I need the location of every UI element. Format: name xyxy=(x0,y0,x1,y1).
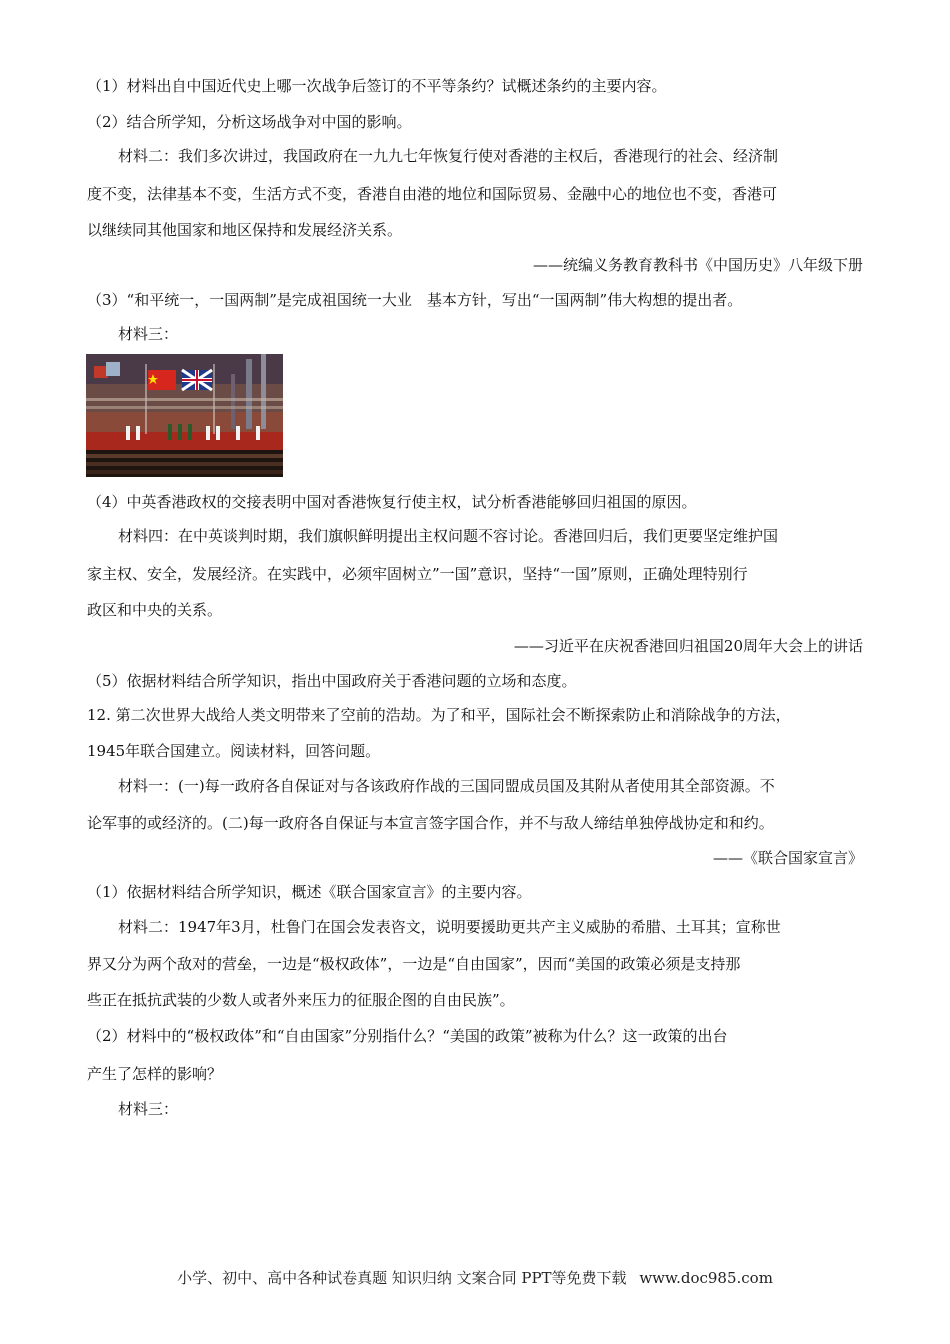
question-3-text: （3）“和平统一，一国两制”是完成祖国统一大业 基本方针，写出“一国两制”伟大构想的提出者。 xyxy=(87,291,743,309)
footer-link[interactable]: www.doc985.com xyxy=(639,1269,773,1287)
question-12-intro-line-2: 1945年联合国建立。阅读材料，回答问题。 xyxy=(87,742,381,760)
material-4-line-3: 政区和中央的关系。 xyxy=(87,601,223,619)
handover-ceremony-photo xyxy=(86,354,283,477)
question-5-text: （5）依据材料结合所学知识，指出中国政府关于香港问题的立场和态度。 xyxy=(87,672,577,690)
q12-question-1-text: （1）依据材料结合所学知识，概述《联合国家宣言》的主要内容。 xyxy=(87,883,532,901)
material-2-line-3: 以继续同其他国家和地区保持和发展经济关系。 xyxy=(87,221,403,239)
material-2-source: ——统编义务教育教科书《中国历史》八年级下册 xyxy=(532,256,863,274)
page-footer xyxy=(0,1268,950,1288)
question-4-text: （4）中英香港政权的交接表明中国对香港恢复行使主权，试分析香港能够回归祖国的原因。 xyxy=(87,493,697,511)
material-2-line-2: 度不变，法律基本不变，生活方式不变，香港自由港的地位和国际贸易、金融中心的地位也不变，香港可 xyxy=(87,185,778,203)
material-2-line-1: 材料二：我们多次讲过，我国政府在一九九七年恢复行使对香港的主权后，香港现行的社会、经济制 xyxy=(118,147,779,165)
material-4-source: ——习近平在庆祝香港回归祖国20周年大会上的讲话 xyxy=(513,637,863,655)
material-3-label: 材料三： xyxy=(118,325,179,343)
q12-material-3-label: 材料三： xyxy=(118,1100,179,1118)
q12-question-2-line-2: 产生了怎样的影响？ xyxy=(87,1065,223,1083)
question-1-text: （1）材料出自中国近代史上哪一次战争后签订的不平等条约？试概述条约的主要内容。 xyxy=(87,77,667,95)
footer-text: 小学、初中、高中各种试卷真题 知识归纳 文案合同 PPT等免费下载 xyxy=(177,1269,627,1287)
material-4-line-2: 家主权、安全，发展经济。在实践中，必须牢固树立”一国”意识，坚持“一国”原则，正确处理特别行 xyxy=(87,565,748,583)
q12-material-2-line-3: 些正在抵抗武装的少数人或者外来压力的征服企图的自由民族”。 xyxy=(87,991,515,1009)
material-4-line-1: 材料四：在中英谈判时期，我们旗帜鲜明提出主权问题不容讨论。香港回归后，我们更要坚定维护国 xyxy=(118,527,779,545)
q12-material-1-line-1: 材料一：(一)每一政府各自保证对与各该政府作战的三国同盟成员国及其附从者使用其全部资源。不 xyxy=(118,777,775,795)
question-2-text: （2）结合所学知，分析这场战争对中国的影响。 xyxy=(87,113,412,131)
q12-material-2-line-1: 材料二：1947年3月，杜鲁门在国会发表咨文，说明要援助更共产主义威胁的希腊、土耳其；宣称世 xyxy=(118,918,781,936)
ceremony-image-graphic xyxy=(86,354,283,477)
q12-material-2-line-2: 界又分为两个敌对的营垒，一边是“极权政体”，一边是“自由国家”，因而“美国的政策必须是支持那 xyxy=(87,955,741,973)
question-12-intro-line-1: 12. 第二次世界大战给人类文明带来了空前的浩劫。为了和平，国际社会不断探索防止和消除战争的方法， xyxy=(87,706,791,724)
q12-material-1-line-2: 论军事的或经济的。(二)每一政府各自保证与本宣言签字国合作，并不与敌人缔结单独停战协定和和约。 xyxy=(87,814,774,832)
q12-material-1-source: ——《联合国家宣言》 xyxy=(712,849,863,867)
q12-question-2-line-1: （2）材料中的“极权政体”和“自由国家”分别指什么？“美国的政策”被称为什么？这一政策的出台 xyxy=(87,1027,728,1045)
